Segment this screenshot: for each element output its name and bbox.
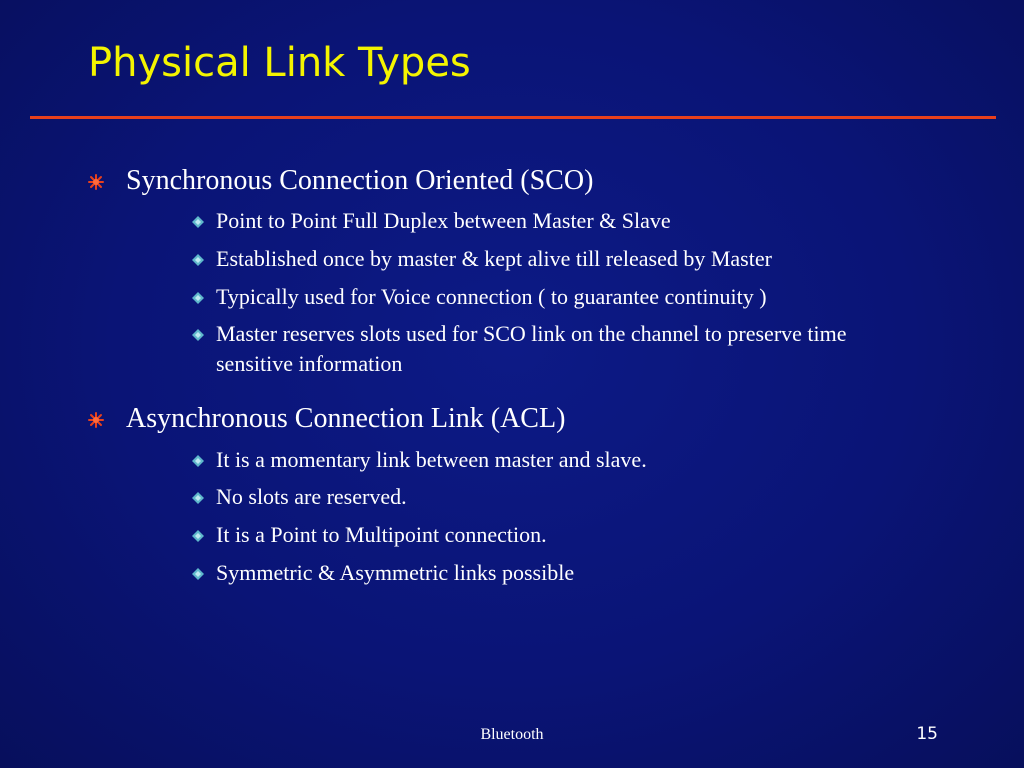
- diamond-cluster-icon: [192, 455, 204, 467]
- list-item: Established once by master & kept alive till released by Master: [216, 246, 772, 271]
- diamond-cluster-icon: [192, 329, 204, 341]
- list-item: It is a Point to Multipoint connection.: [216, 522, 547, 547]
- list-item: Point to Point Full Duplex between Master & Slave: [216, 208, 671, 233]
- starburst-icon: [88, 412, 104, 428]
- diamond-cluster-icon: [192, 530, 204, 542]
- diamond-cluster-icon: [192, 292, 204, 304]
- diamond-cluster-icon: [192, 254, 204, 266]
- diamond-cluster-icon: [192, 568, 204, 580]
- section-heading-sco: Synchronous Connection Oriented (SCO): [126, 165, 594, 196]
- list-item: Symmetric & Asymmetric links possible: [216, 560, 575, 585]
- slide-title: Physical Link Types: [88, 40, 471, 86]
- page-number: 15: [916, 724, 938, 744]
- list-item: It is a momentary link between master and slave.: [216, 447, 647, 472]
- diamond-cluster-icon: [192, 216, 204, 228]
- diamond-cluster-icon: [192, 492, 204, 504]
- slide-footer: Bluetooth: [480, 726, 544, 743]
- list-item: Master reserves slots used for SCO link on the channel to preserve time sensitive information: [216, 321, 847, 376]
- section-heading-acl: Asynchronous Connection Link (ACL): [126, 403, 566, 434]
- title-divider: [30, 116, 996, 119]
- list-item: Typically used for Voice connection ( to guarantee continuity ): [216, 284, 767, 309]
- starburst-icon: [88, 174, 104, 190]
- list-item: No slots are reserved.: [216, 484, 407, 509]
